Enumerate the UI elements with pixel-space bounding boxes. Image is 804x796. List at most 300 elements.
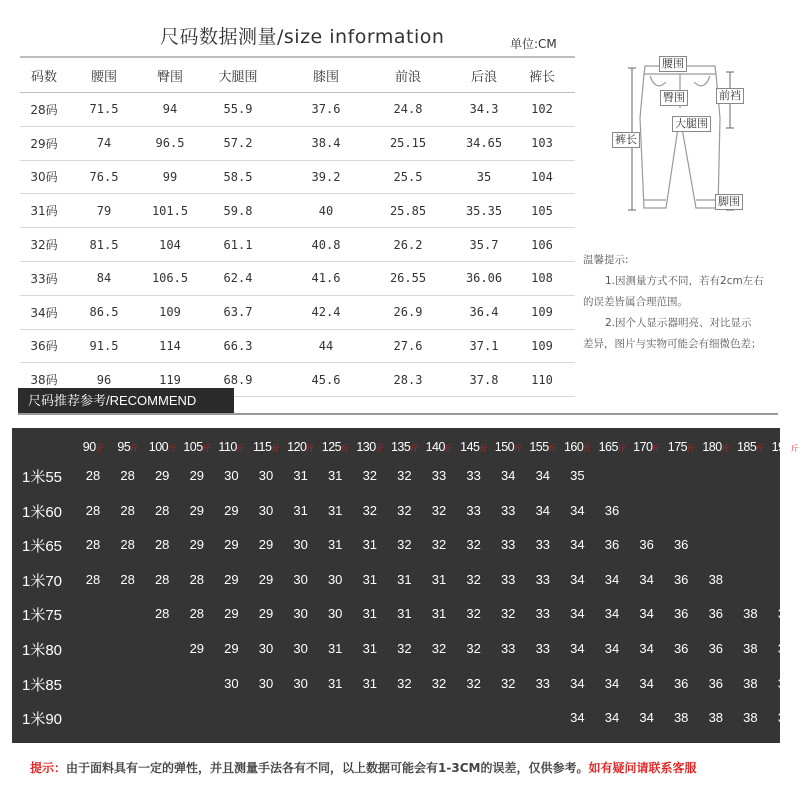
height-label: 1米65 <box>22 538 63 556</box>
recommend-size-cell: 34 <box>604 675 620 691</box>
recommend-size-cell: 28 <box>154 537 170 553</box>
recommend-size-cell: 29 <box>189 502 205 518</box>
size-cell: 34.65 <box>465 136 503 151</box>
height-label: 1米55 <box>22 469 63 486</box>
weight-unit: 斤 <box>306 444 315 453</box>
size-table-row <box>20 296 575 330</box>
size-header-cell: 膝围 <box>312 69 339 85</box>
recommend-size-cell: 33 <box>431 468 447 483</box>
recommend-size-cell: 34 <box>639 710 654 726</box>
size-cell: 25.15 <box>389 136 427 151</box>
diagram-label-hem: 脚围 <box>715 194 743 210</box>
recommend-size-cell: 33 <box>535 641 551 656</box>
weight-value: 105 <box>183 440 203 454</box>
size-table-row <box>20 161 575 195</box>
size-cell: 109 <box>159 305 181 320</box>
recommend-size-cell: 33 <box>535 571 551 587</box>
size-cell: 55.9 <box>223 102 253 117</box>
recommend-size-cell: 29 <box>224 641 239 656</box>
recommend-size-cell: 31 <box>362 571 378 587</box>
recommend-title-bar: 尺码推荐参考/RECOMMEND <box>18 388 234 414</box>
recommend-size-cell: 32 <box>431 675 447 691</box>
recommend-size-cell: 31 <box>327 502 343 518</box>
recommend-size-cell: 30 <box>258 468 274 483</box>
recommend-size-cell: 34 <box>570 606 585 622</box>
recommend-size-cell: 32 <box>362 468 378 483</box>
recommend-size-cell: 36 <box>604 537 620 553</box>
weight-value: 175 <box>667 440 688 454</box>
weight-unit: 斤 <box>341 444 349 453</box>
weight-value: 170 <box>633 440 653 454</box>
weight-unit: 斤 <box>687 444 695 453</box>
size-cell: 109 <box>531 305 553 320</box>
recommend-size-cell: 32 <box>397 675 412 691</box>
size-cell: 119 <box>159 372 181 387</box>
recommend-size-cell: 33 <box>500 537 516 553</box>
recommend-size-cell: 32 <box>397 641 412 656</box>
recommend-size-cell: 29 <box>224 606 239 622</box>
recommend-size-cell: 32 <box>431 502 447 518</box>
weight-header-cell <box>212 440 250 454</box>
size-cell: 86.5 <box>89 305 119 320</box>
weight-value: 95 <box>117 440 131 454</box>
size-cell: 39.2 <box>311 169 341 184</box>
size-cell: 40 <box>318 203 334 218</box>
size-cell: 36.06 <box>465 271 503 286</box>
size-cell: 104 <box>159 237 181 252</box>
size-cell: 36码 <box>30 339 58 354</box>
recommend-size-cell: 34 <box>639 641 654 656</box>
diagram-label-thigh: 大腿围 <box>672 116 711 132</box>
diagram-label-waist: 腰围 <box>659 56 687 72</box>
weight-header-cell <box>282 440 320 454</box>
weight-value: 115 <box>253 440 272 454</box>
height-label: 1米70 <box>22 572 63 590</box>
recommend-size-cell: 38 <box>673 710 689 726</box>
recommend-size-cell: 36 <box>673 606 689 622</box>
size-cell: 106.5 <box>151 271 189 286</box>
recommend-size-cell: 36 <box>673 571 689 587</box>
diagram-label-hip: 臀围 <box>660 90 688 106</box>
size-cell: 36.4 <box>469 305 499 320</box>
size-cell: 94 <box>162 102 178 117</box>
recommend-size-cell: 34 <box>604 710 620 726</box>
weight-unit: 斤 <box>410 444 418 453</box>
weight-header-cell <box>489 440 527 454</box>
recommend-size-cell: 32 <box>466 606 481 622</box>
recommend-size-cell: 36 <box>708 641 724 656</box>
recommend-size-cell: 32 <box>466 641 481 656</box>
weight-header-cell <box>74 440 112 454</box>
size-table-header <box>20 56 575 93</box>
size-cell: 25.85 <box>389 203 427 218</box>
size-cell: 96.5 <box>155 136 185 151</box>
recommend-size-cell: 36 <box>673 641 689 656</box>
recommend-size-cell: 34 <box>570 641 585 656</box>
recommend-size-cell: 31 <box>327 675 343 691</box>
size-cell: 45.6 <box>311 372 341 387</box>
recommend-size-cell: 32 <box>397 537 412 553</box>
size-cell: 37.8 <box>469 372 499 387</box>
recommend-divider <box>18 413 778 415</box>
recommend-size-cell: 34 <box>570 537 585 553</box>
weight-unit: 斤 <box>617 444 626 453</box>
weight-header-cell <box>628 440 666 454</box>
recommend-size-cell: 28 <box>120 468 135 483</box>
recommend-size-cell: 28 <box>120 571 135 587</box>
size-cell: 24.8 <box>393 102 423 117</box>
recommend-size-cell: 29 <box>224 571 239 587</box>
recommend-size-cell: 28 <box>120 502 135 518</box>
recommend-size-cell: 34 <box>535 502 551 518</box>
size-header-cell: 臀围 <box>156 69 183 85</box>
recommend-size-cell: 33 <box>466 502 481 518</box>
size-cell: 35.7 <box>469 237 499 252</box>
size-table-row <box>20 262 575 296</box>
recommend-size-cell: 38 <box>743 710 758 726</box>
recommend-size-cell: 32 <box>397 502 412 518</box>
weight-unit: 斤 <box>95 444 104 453</box>
weight-unit: 斤 <box>202 444 211 453</box>
tips-block <box>583 250 788 355</box>
size-cell: 74 <box>96 136 112 151</box>
weight-unit: 斤 <box>756 444 764 453</box>
recommend-size-cell: 29 <box>189 641 205 656</box>
recommend-size-cell: 31 <box>362 641 378 656</box>
recommend-size-cell: 33 <box>535 606 551 622</box>
weight-unit: 斤 <box>514 444 522 453</box>
tips-line-2b: 差异，图片与实物可能会有细微色差； <box>583 338 762 350</box>
recommend-size-cell: 28 <box>189 571 205 587</box>
weight-unit: 斤 <box>652 444 661 453</box>
size-cell: 33码 <box>30 271 58 286</box>
recommend-size-cell: 31 <box>397 606 412 622</box>
weight-header-cell <box>420 440 458 454</box>
size-cell: 101.5 <box>151 203 189 218</box>
weight-header-cell <box>316 440 354 454</box>
size-cell: 41.6 <box>311 271 341 286</box>
size-header-cell: 腰围 <box>90 69 117 85</box>
weight-unit: 斤 <box>583 444 591 453</box>
recommend-size-cell: 35 <box>570 468 585 483</box>
weight-value: 140 <box>425 440 445 454</box>
size-cell: 34.3 <box>469 102 499 117</box>
recommend-size-cell: 36 <box>639 537 654 553</box>
weight-header-cell <box>558 440 596 454</box>
size-cell: 61.1 <box>223 237 253 252</box>
size-cell: 28.3 <box>393 372 423 387</box>
weight-unit: 斤 <box>548 444 557 453</box>
recommend-size-cell: 29 <box>258 571 274 587</box>
height-label: 1米85 <box>22 676 63 694</box>
recommend-size-cell: 30 <box>224 468 239 483</box>
recommend-size-cell: 34 <box>570 710 585 726</box>
size-cell: 106 <box>531 237 553 252</box>
weight-unit: 斤 <box>790 444 799 453</box>
size-cell: 79 <box>96 203 112 218</box>
recommend-size-cell: 31 <box>362 537 378 553</box>
size-cell: 71.5 <box>89 102 119 117</box>
weight-value: 90 <box>82 440 96 454</box>
recommend-size-cell: 33 <box>466 468 481 483</box>
tips-line-2a: 2.因个人显示器明亮、对比显示 <box>605 317 752 329</box>
size-table-row <box>20 330 575 364</box>
recommend-size-cell: 32 <box>500 606 516 622</box>
weight-value: 120 <box>287 440 307 454</box>
recommend-size-cell: 30 <box>258 675 274 691</box>
recommend-size-cell: 38 <box>777 641 793 656</box>
size-cell: 26.9 <box>393 305 423 320</box>
recommend-size-cell: 29 <box>258 606 274 622</box>
footer-note <box>30 759 696 776</box>
recommend-size-cell: 38 <box>743 641 758 656</box>
size-cell: 44 <box>318 338 334 353</box>
recommend-size-cell: 38 <box>777 710 793 726</box>
recommend-size-cell: 38 <box>708 571 724 587</box>
recommend-size-cell: 32 <box>431 641 447 656</box>
weight-value: 190 <box>771 440 791 454</box>
recommend-size-cell: 28 <box>85 468 101 483</box>
recommend-size-cell: 34 <box>570 571 585 587</box>
recommend-size-cell: 30 <box>258 502 274 518</box>
size-cell: 58.5 <box>223 169 253 184</box>
size-cell: 32码 <box>30 238 58 253</box>
weight-header-cell <box>385 440 423 454</box>
size-cell: 35 <box>476 169 492 184</box>
weight-value: 110 <box>218 440 237 454</box>
recommend-size-cell: 32 <box>500 675 516 691</box>
size-cell: 38码 <box>30 373 58 388</box>
recommend-size-cell: 30 <box>327 606 343 622</box>
footer-text: 由于面料具有一定的弹性，并且测量手法各有不同，以上数据可能会有1-3CM的误差，仅供参考。 <box>66 761 589 775</box>
size-table-row <box>20 127 575 161</box>
recommend-size-cell: 34 <box>604 641 620 656</box>
recommend-size-cell: 31 <box>431 606 447 622</box>
recommend-size-cell: 30 <box>258 641 274 656</box>
size-cell: 84 <box>96 271 112 286</box>
recommend-size-cell: 33 <box>500 641 516 656</box>
weight-unit: 斤 <box>375 444 384 453</box>
recommend-size-cell: 32 <box>431 537 447 553</box>
size-table <box>20 56 575 397</box>
diagram-label-front-rise: 前裆 <box>716 88 744 104</box>
weight-value: 130 <box>356 440 376 454</box>
size-cell: 114 <box>159 338 181 353</box>
weight-unit: 斤 <box>444 444 453 453</box>
recommend-size-cell: 30 <box>293 641 308 656</box>
size-cell: 103 <box>531 136 553 151</box>
tips-title: 温馨提示: <box>583 254 629 266</box>
weight-unit: 斤 <box>130 444 138 453</box>
tips-line-1a: 1.因测量方式不同，若有2cm左右 <box>605 275 764 287</box>
weight-unit: 斤 <box>271 444 279 453</box>
recommend-size-cell: 34 <box>639 606 654 622</box>
size-header-cell: 大腿围 <box>218 69 258 85</box>
size-header-cell: 码数 <box>30 69 57 85</box>
recommend-size-cell: 31 <box>327 468 343 483</box>
weight-value: 185 <box>736 440 757 454</box>
recommend-size-cell: 30 <box>224 675 239 691</box>
size-cell: 68.9 <box>223 372 253 387</box>
recommend-size-cell: 34 <box>639 675 654 691</box>
recommend-size-cell: 33 <box>535 537 551 553</box>
height-label: 1米80 <box>22 642 63 659</box>
recommend-size-cell: 28 <box>189 606 205 622</box>
recommend-size-cell: 36 <box>604 502 620 518</box>
recommend-size-cell: 31 <box>362 606 378 622</box>
weight-header-cell <box>247 440 285 454</box>
size-cell: 26.2 <box>393 237 423 252</box>
size-cell: 110 <box>531 372 553 387</box>
recommend-size-cell: 34 <box>604 571 620 587</box>
recommend-size-cell: 32 <box>466 675 481 691</box>
recommend-size-cell: 28 <box>154 502 170 518</box>
recommend-size-cell: 28 <box>85 571 101 587</box>
recommend-size-cell: 29 <box>258 537 274 553</box>
recommend-size-cell: 29 <box>224 537 239 553</box>
recommend-size-cell: 31 <box>362 675 378 691</box>
recommend-size-cell: 29 <box>224 502 239 518</box>
size-section-title: 尺码数据测量/size information <box>160 26 445 48</box>
size-table-row <box>20 228 575 262</box>
recommend-size-cell: 33 <box>500 571 516 587</box>
size-header-cell: 裤长 <box>528 69 555 85</box>
recommend-size-cell: 36 <box>673 537 689 553</box>
weight-unit: 斤 <box>236 444 245 453</box>
size-table-row <box>20 93 575 127</box>
size-cell: 81.5 <box>89 237 119 252</box>
size-cell: 99 <box>162 169 178 184</box>
recommend-size-cell: 34 <box>639 571 654 587</box>
recommend-size-cell: 30 <box>293 571 308 587</box>
height-label: 1米90 <box>22 711 63 729</box>
weight-header-cell <box>143 440 181 454</box>
weight-header-cell <box>697 440 735 454</box>
weight-header-cell <box>766 440 804 454</box>
recommend-size-cell: 28 <box>85 502 101 518</box>
height-label: 1米75 <box>22 607 63 625</box>
size-cell: 28码 <box>30 102 58 117</box>
recommend-size-cell: 31 <box>431 571 447 587</box>
size-cell: 109 <box>531 338 553 353</box>
weight-header-cell <box>178 440 216 454</box>
recommend-size-cell: 38 <box>777 675 793 691</box>
weight-header-cell <box>731 440 769 454</box>
weight-header-cell <box>662 440 700 454</box>
weight-unit: 斤 <box>168 444 176 453</box>
recommend-size-cell: 38 <box>743 606 758 622</box>
recommend-size-cell: 30 <box>293 606 308 622</box>
weight-value: 150 <box>494 440 515 454</box>
weight-unit: 斤 <box>721 444 730 453</box>
recommend-table <box>12 428 799 743</box>
recommend-size-cell: 36 <box>708 606 724 622</box>
recommend-size-cell: 38 <box>743 675 758 691</box>
size-cell: 35.35 <box>465 203 503 218</box>
weight-header-cell <box>524 440 562 454</box>
recommend-size-cell: 34 <box>535 468 551 483</box>
size-cell: 76.5 <box>89 169 119 184</box>
recommend-size-cell: 32 <box>397 468 412 483</box>
tips-line-1b: 的误差皆属合理范围。 <box>583 296 688 308</box>
size-cell: 37.6 <box>311 102 341 117</box>
recommend-size-cell: 34 <box>570 675 585 691</box>
size-cell: 57.2 <box>223 136 253 151</box>
weight-header-cell <box>593 440 631 454</box>
recommend-size-cell: 34 <box>604 606 620 622</box>
weight-header-cell <box>351 440 389 454</box>
size-cell: 108 <box>531 271 553 286</box>
diagram-label-length: 裤长 <box>612 132 640 148</box>
recommend-size-cell: 34 <box>570 502 585 518</box>
pants-diagram <box>600 58 780 228</box>
recommend-size-cell: 32 <box>466 537 481 553</box>
size-cell: 31码 <box>30 204 58 219</box>
size-cell: 63.7 <box>223 305 253 320</box>
recommend-size-cell: 28 <box>154 606 170 622</box>
size-cell: 34码 <box>30 305 58 320</box>
recommend-size-cell: 29 <box>189 468 205 483</box>
weight-value: 160 <box>563 440 584 454</box>
size-cell: 96 <box>96 372 112 387</box>
size-cell: 37.1 <box>469 338 499 353</box>
weight-value: 100 <box>148 440 169 454</box>
size-cell: 40.8 <box>311 237 341 252</box>
recommend-size-cell: 29 <box>154 468 170 483</box>
size-cell: 91.5 <box>89 338 119 353</box>
weight-value: 180 <box>702 440 722 454</box>
size-cell: 25.5 <box>393 169 423 184</box>
size-cell: 59.8 <box>223 203 253 218</box>
recommend-size-cell: 28 <box>85 537 101 553</box>
recommend-size-cell: 36 <box>708 675 724 691</box>
recommend-size-cell: 33 <box>535 675 551 691</box>
recommend-size-cell: 31 <box>293 502 308 518</box>
unit-label: 单位:CM <box>510 37 557 51</box>
size-cell: 102 <box>531 102 553 117</box>
recommend-size-cell: 31 <box>327 641 343 656</box>
weight-value: 125 <box>321 440 342 454</box>
recommend-size-cell: 38 <box>708 710 724 726</box>
recommend-size-cell: 28 <box>120 537 135 553</box>
recommend-size-cell: 32 <box>362 502 378 518</box>
size-table-row <box>20 194 575 228</box>
size-cell: 29码 <box>30 136 58 151</box>
size-cell: 42.4 <box>311 305 341 320</box>
weight-header-cell <box>109 440 147 454</box>
weight-value: 155 <box>529 440 549 454</box>
recommend-size-cell: 36 <box>673 675 689 691</box>
size-header-cell: 前浪 <box>394 69 421 85</box>
recommend-size-cell: 29 <box>189 537 205 553</box>
recommend-size-cell: 28 <box>154 571 170 587</box>
size-cell: 30码 <box>30 170 58 185</box>
recommend-size-cell: 30 <box>293 675 308 691</box>
weight-value: 135 <box>390 440 411 454</box>
size-cell: 27.6 <box>393 338 423 353</box>
size-cell: 104 <box>531 169 553 184</box>
height-label: 1米60 <box>22 503 63 521</box>
recommend-size-cell: 31 <box>293 468 308 483</box>
size-cell: 38.4 <box>311 136 341 151</box>
weight-unit: 斤 <box>479 444 488 453</box>
size-cell: 26.55 <box>389 271 427 286</box>
size-cell: 66.3 <box>223 338 253 353</box>
footer-contact: 如有疑问请联系客服 <box>588 761 697 775</box>
recommend-size-cell: 32 <box>466 571 481 587</box>
recommend-size-cell: 30 <box>327 571 343 587</box>
recommend-size-cell: 31 <box>327 537 343 553</box>
